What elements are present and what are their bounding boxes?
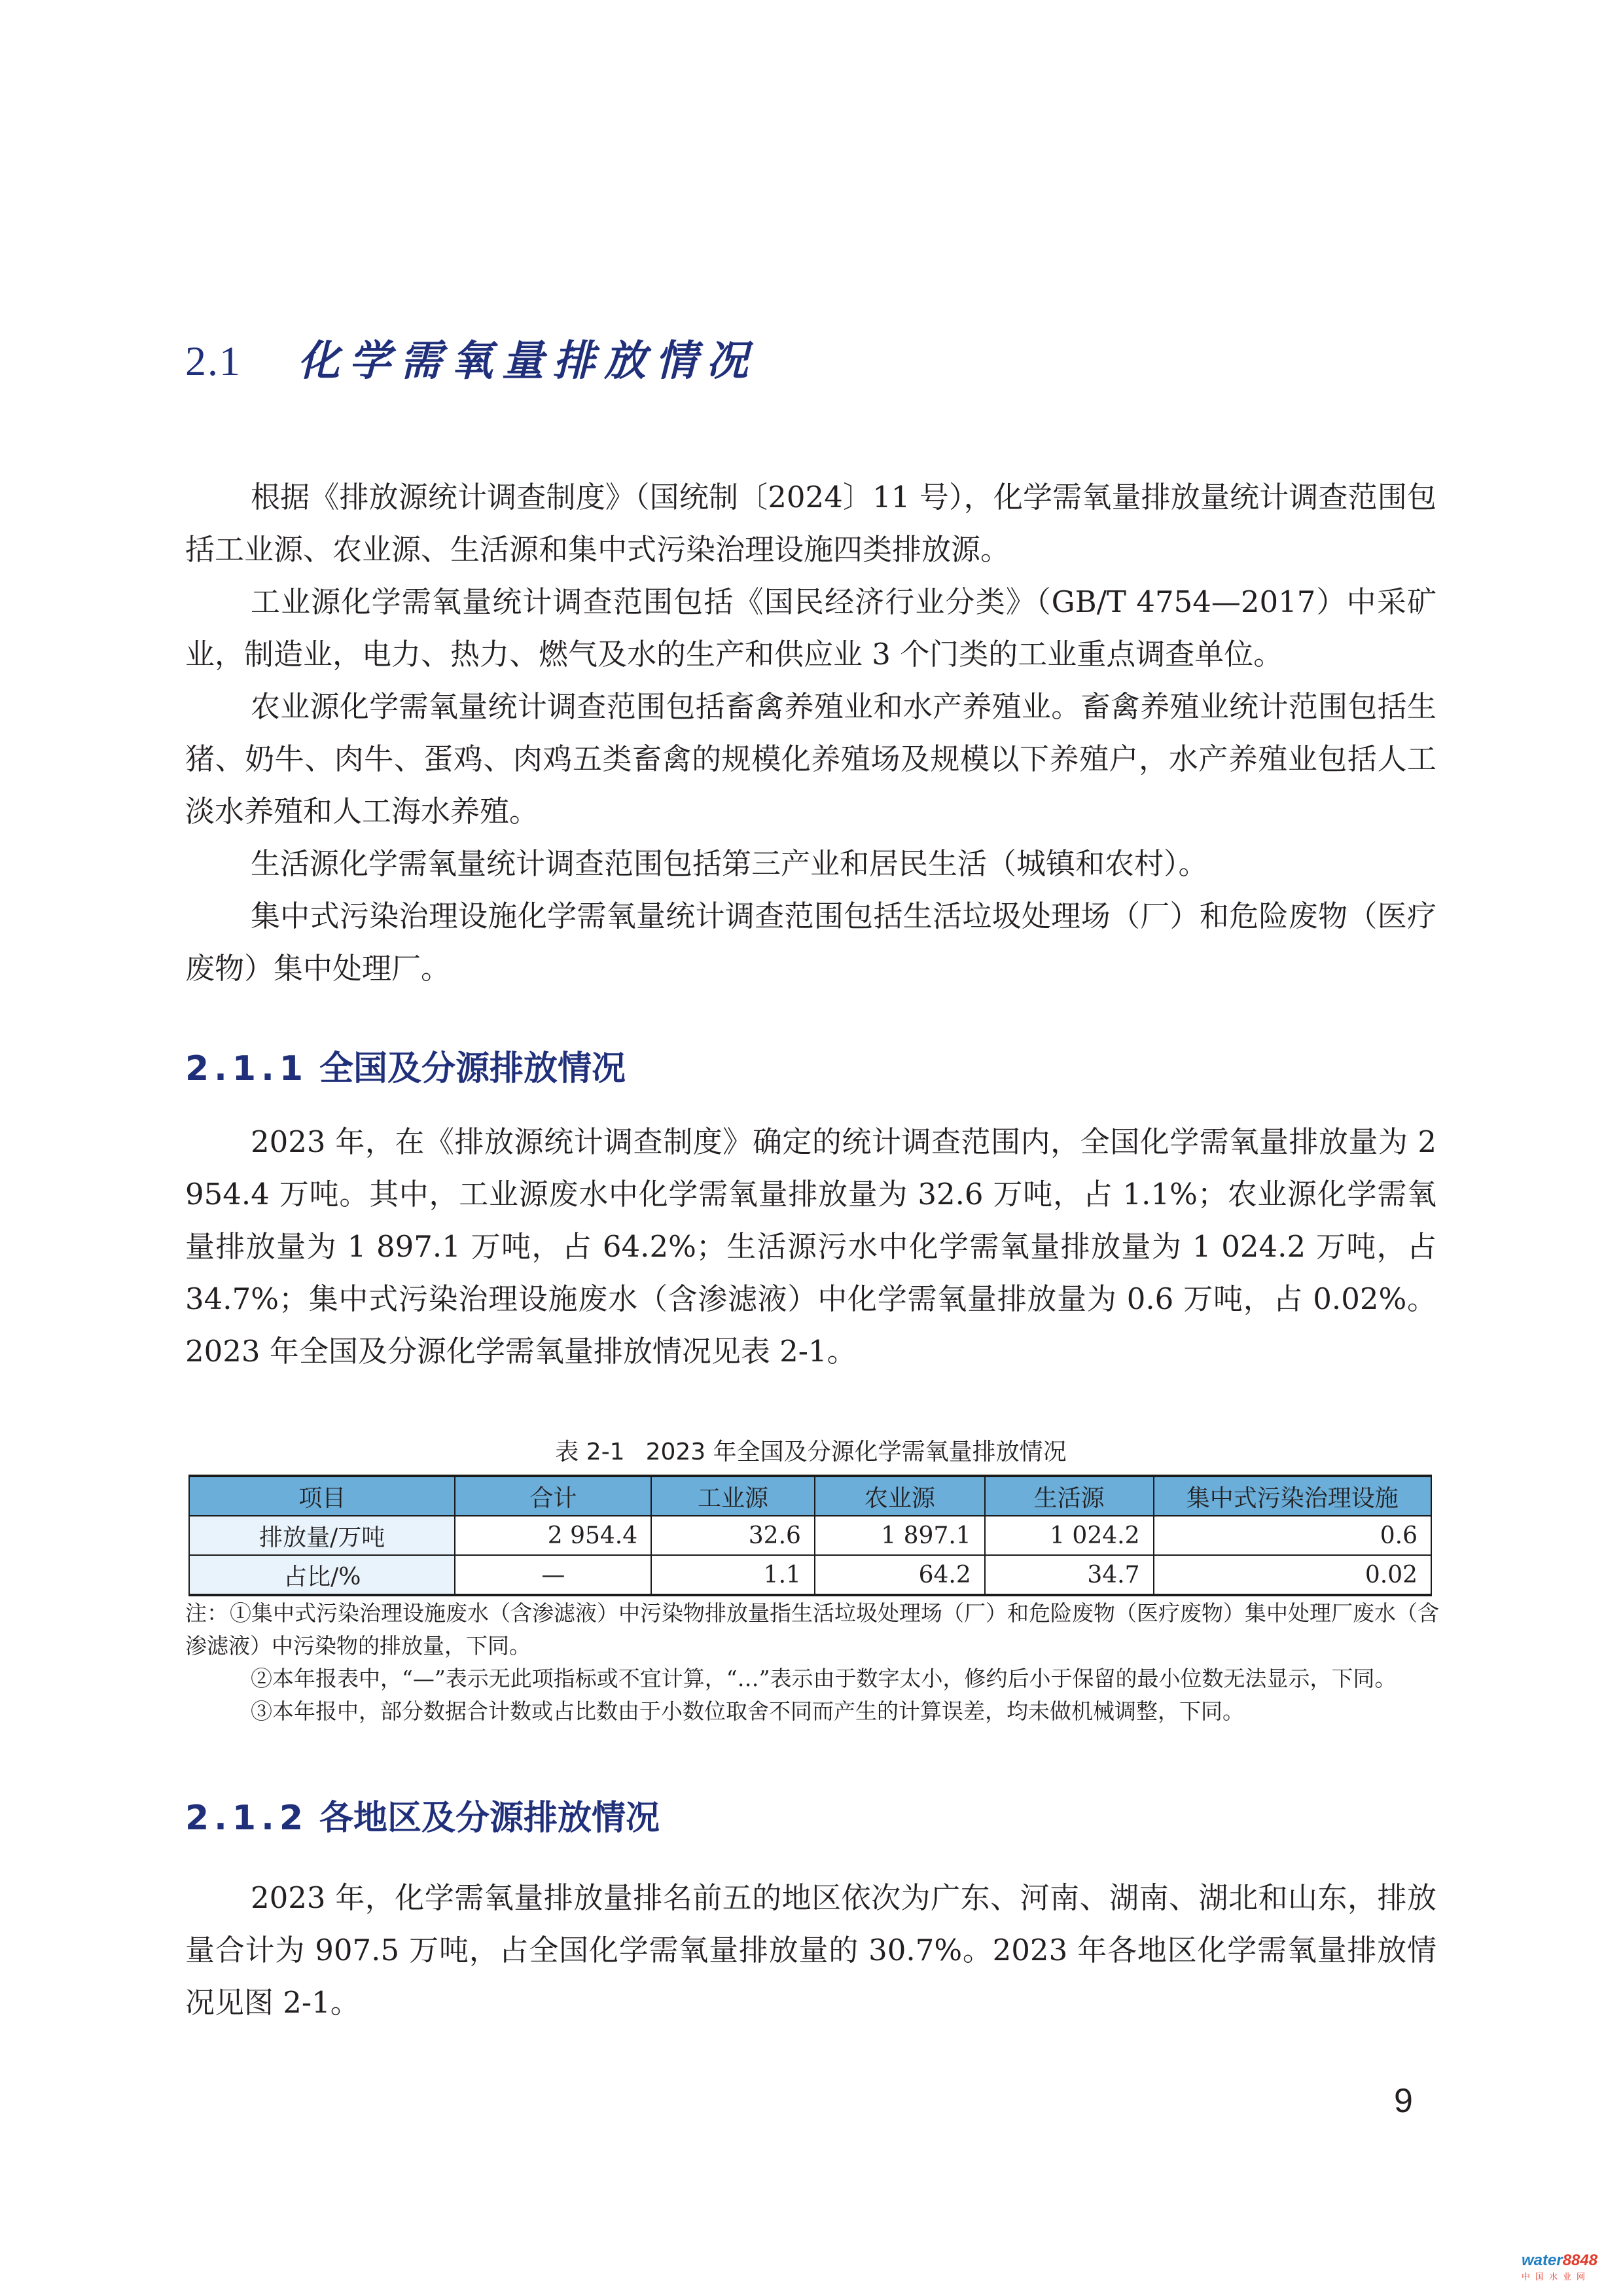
table-header-cell: 生活源 xyxy=(985,1476,1154,1516)
intro-paragraph-1: 根据《排放源统计调查制度》（国统制〔2024〕11 号），化学需氧量排放量统计调查范围包括工业源、农业源、生活源和集中式污染治理设施四类排放源。 xyxy=(185,480,1436,567)
table-cell: 32.6 xyxy=(651,1516,815,1555)
page-number: 9 xyxy=(1394,2082,1413,2120)
table-cell: 2 954.4 xyxy=(455,1516,651,1555)
subsection-number: 2.1.1 xyxy=(185,1049,309,1088)
watermark-logo xyxy=(1522,2251,1607,2291)
table-note xyxy=(185,1597,1442,1662)
table-row xyxy=(189,1516,1431,1555)
table-header-cell: 集中式污染治理设施 xyxy=(1154,1476,1432,1516)
table-cell: 0.02 xyxy=(1154,1555,1432,1595)
table-cell: — xyxy=(455,1555,651,1595)
watermark-logo-prefix: water xyxy=(1522,2251,1563,2269)
table-cell: 1 897.1 xyxy=(815,1516,985,1555)
emission-table xyxy=(188,1475,1432,1596)
table-header-cell: 合计 xyxy=(455,1476,651,1516)
watermark-logo-suffix: 8848 xyxy=(1562,2251,1598,2269)
table-cell: 34.7 xyxy=(985,1555,1154,1595)
subsection-heading-1 xyxy=(185,1041,626,1090)
table-caption xyxy=(185,1433,1436,1467)
table-note: ②本年报表中，“—”表示无此项指标或不宜计算，“…”表示由于数字太小，修约后小于保留的最小位数无法显示，下同。 xyxy=(251,1666,1397,1691)
notes-prefix: 注： xyxy=(185,1600,228,1626)
section-title: 化学需氧量排放情况 xyxy=(298,337,757,386)
note-text: ①集中式污染治理设施废水（含渗滤液）中污染物排放量指生活垃圾处理场（厂）和危险废物（医疗废物）集中处理厂废水（含渗滤液）中污染物的排放量，下同。 xyxy=(185,1600,1439,1659)
table-header-cell: 项目 xyxy=(189,1476,455,1516)
table-note: ③本年报中，部分数据合计数或占比数由于小数位取舍不同而产生的计算误差，均未做机械调整，下同。 xyxy=(251,1698,1244,1724)
table-row xyxy=(189,1555,1431,1595)
intro-paragraph-4: 生活源化学需氧量统计调查范围包括第三产业和居民生活（城镇和农村）。 xyxy=(251,846,1208,881)
subsection-title: 全国及分源排放情况 xyxy=(319,1049,626,1088)
table-caption-text: 2023 年全国及分源化学需氧量排放情况 xyxy=(645,1439,1067,1465)
table-cell: 0.6 xyxy=(1154,1516,1432,1555)
table-header-cell: 农业源 xyxy=(815,1476,985,1516)
table-cell: 1 024.2 xyxy=(985,1516,1154,1555)
table-cell: 64.2 xyxy=(815,1555,985,1595)
table-row-label: 排放量/万吨 xyxy=(189,1516,455,1555)
national-summary-paragraph: 2023 年，在《排放源统计调查制度》确定的统计调查范围内，全国化学需氧量排放量为 2 954.4 万吨。其中，工业源废水中化学需氧量排放量为 32.6 万吨，占 1.1%；农业源化学需氧量排放量为 1 897.1 万吨，占 64.2%；生活源污水中化学需氧量排放量为 1 024.2 万吨，占 34.7%；集中式污染治理设施废水（含渗滤液）中化学需氧量排放量为 0.6 万吨，占 0.02%。2023 年全国及分源化学需氧量排放情况见表 2-1。 xyxy=(185,1124,1436,1369)
subsection-title: 各地区及分源排放情况 xyxy=(319,1799,660,1838)
table-cell: 1.1 xyxy=(651,1555,815,1595)
intro-paragraph-3: 农业源化学需氧量统计调查范围包括畜禽养殖业和水产养殖业。畜禽养殖业统计范围包括生猪、奶牛、肉牛、蛋鸡、肉鸡五类畜禽的规模化养殖场及规模以下养殖户，水产养殖业包括人工淡水养殖和人工海水养殖。 xyxy=(185,689,1436,829)
intro-paragraph-5: 集中式污染治理设施化学需氧量统计调查范围包括生活垃圾处理场（厂）和危险废物（医疗废物）集中处理厂。 xyxy=(185,899,1436,986)
subsection-number: 2.1.2 xyxy=(185,1799,309,1838)
table-header-cell: 工业源 xyxy=(651,1476,815,1516)
table-header-row xyxy=(189,1476,1431,1516)
section-heading xyxy=(185,327,757,387)
watermark-subtitle: 中国水业网 xyxy=(1522,2272,1591,2282)
table-caption-label: 表 2-1 xyxy=(555,1439,625,1465)
subsection-heading-2 xyxy=(185,1790,660,1839)
table-row-label: 占比/% xyxy=(189,1555,455,1595)
section-number: 2.1 xyxy=(185,338,241,384)
intro-paragraph-2: 工业源化学需氧量统计调查范围包括《国民经济行业分类》（GB/T 4754—2017）中采矿业，制造业，电力、热力、燃气及水的生产和供应业 3 个门类的工业重点调查单位。 xyxy=(185,584,1436,672)
regional-summary-paragraph: 2023 年，化学需氧量排放量排名前五的地区依次为广东、河南、湖南、湖北和山东，排放量合计为 907.5 万吨，占全国化学需氧量排放量的 30.7%。2023 年各地区化学需氧量排放情况见图 2-1。 xyxy=(185,1880,1436,2020)
table-notes xyxy=(185,1597,1442,1728)
